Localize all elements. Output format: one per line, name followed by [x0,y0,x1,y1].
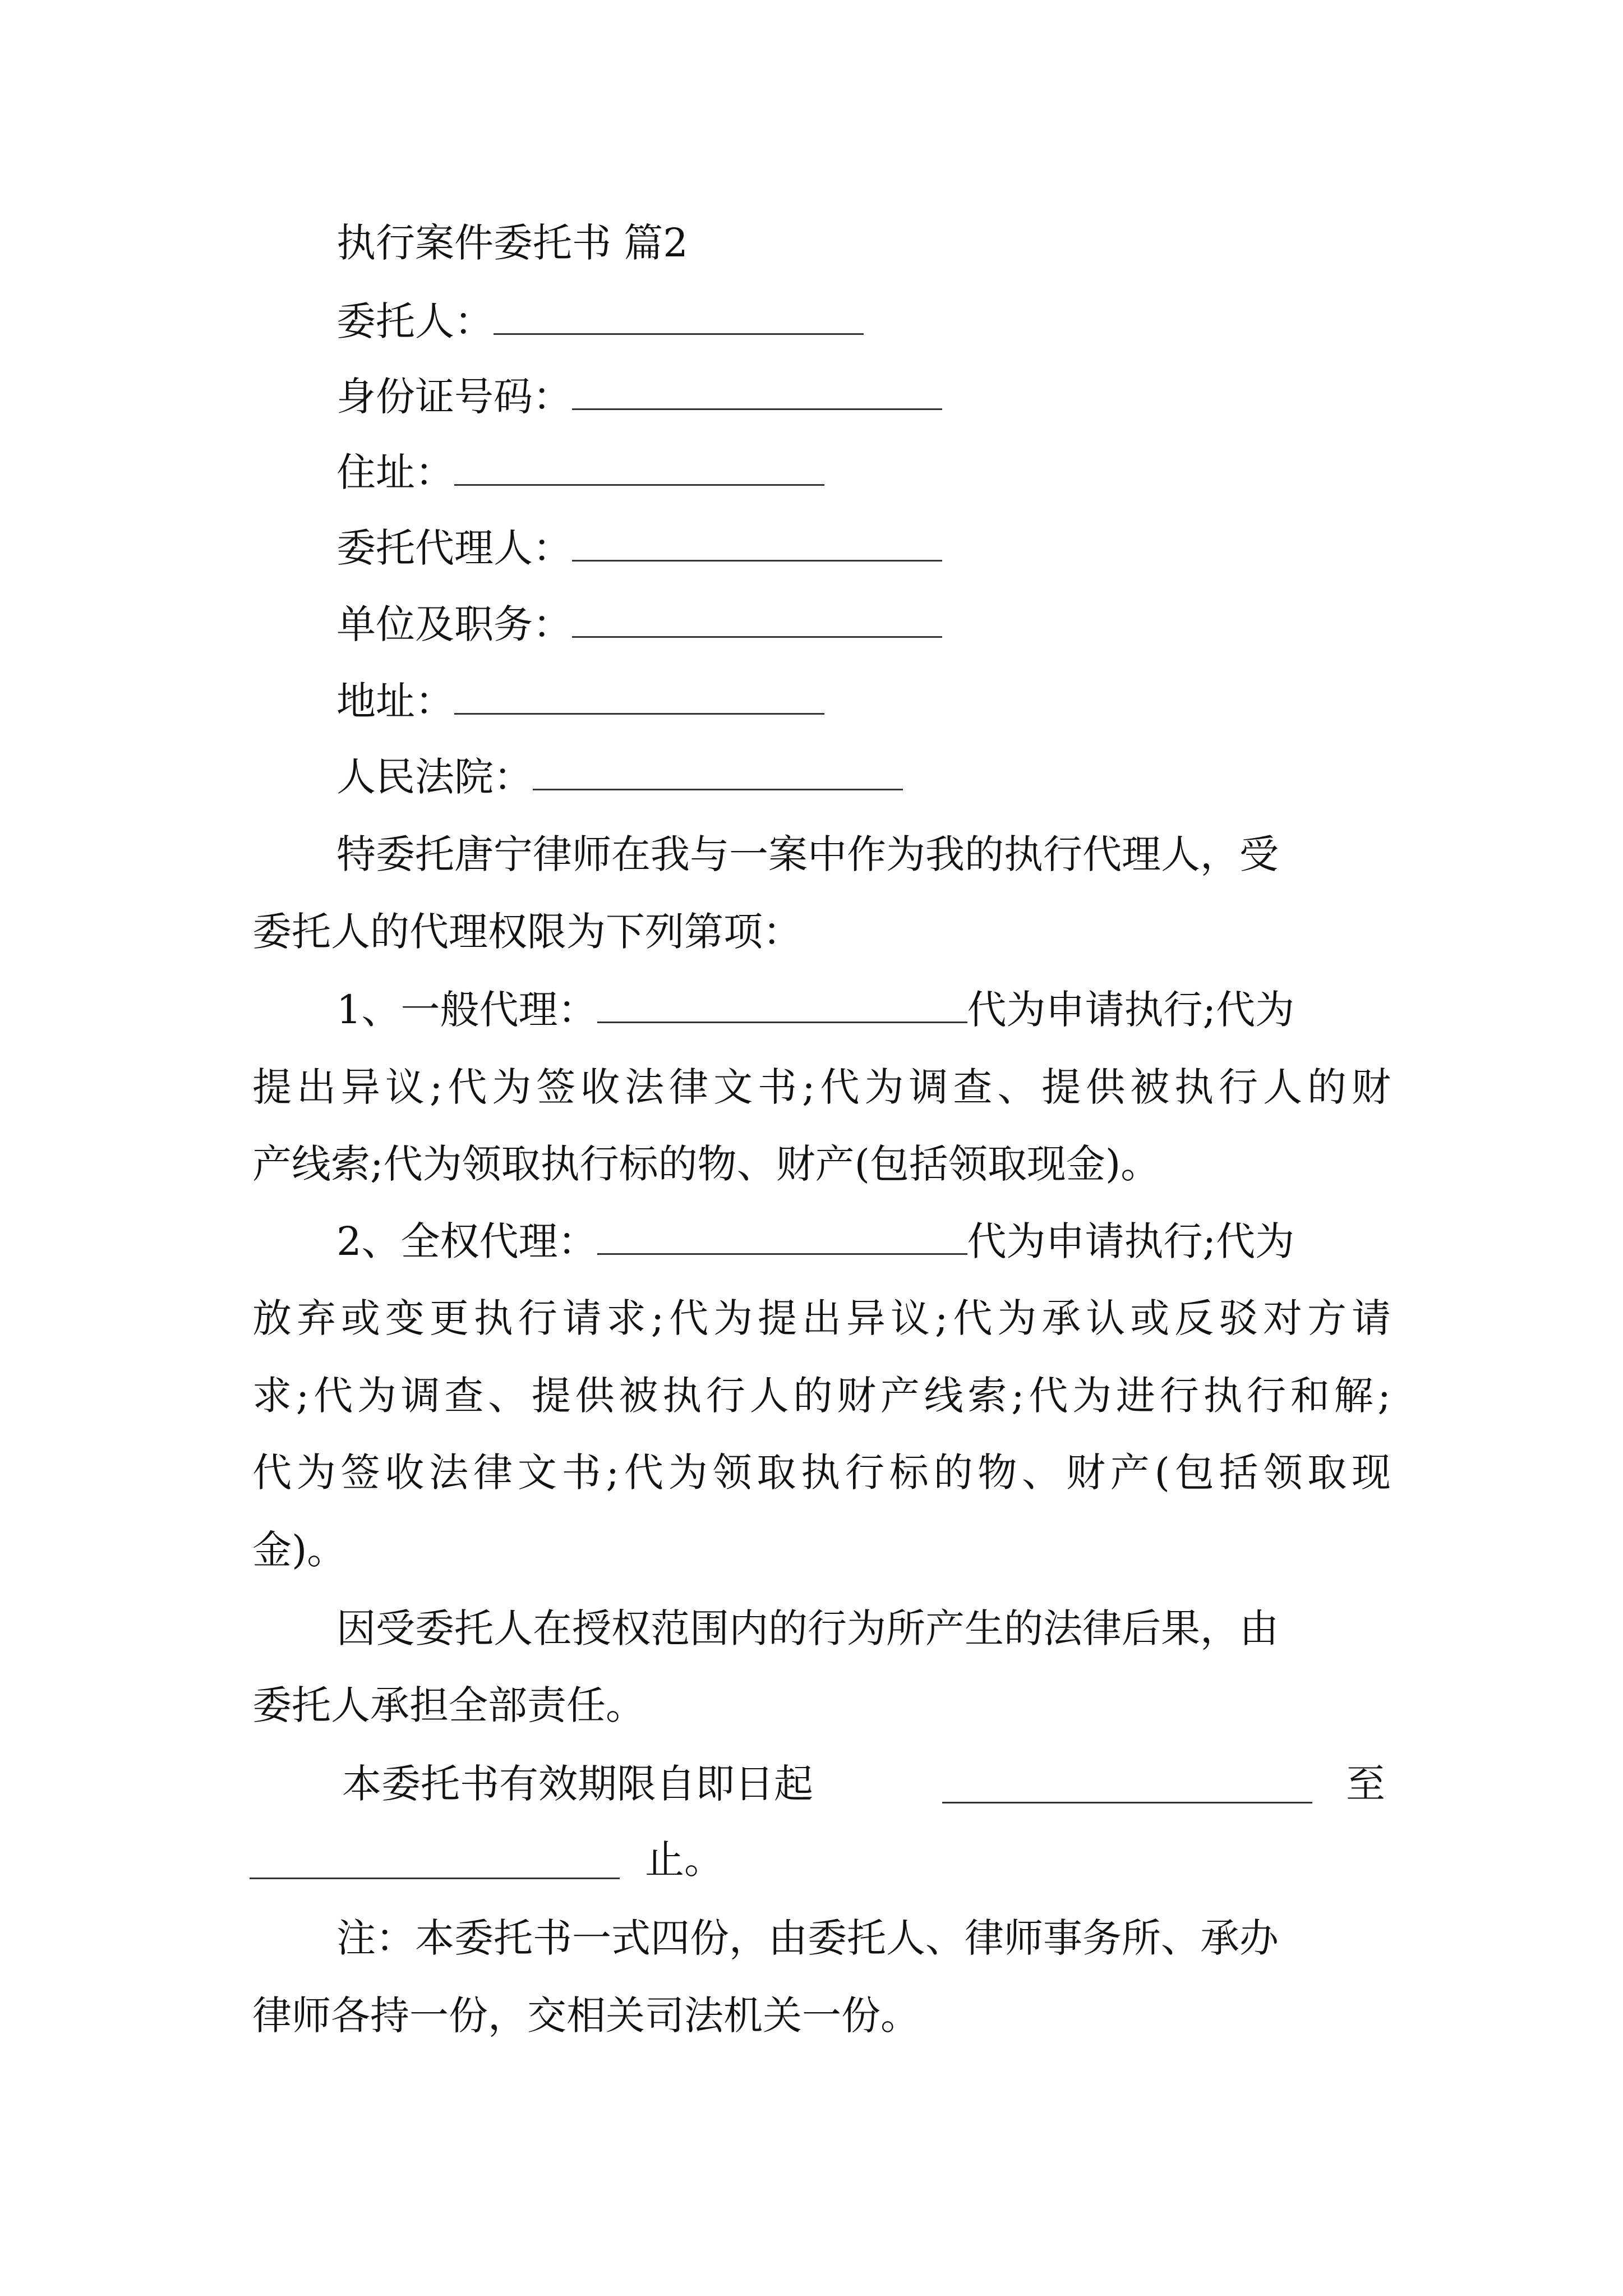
validity-prefix: 本委托书有效期限自即日起 [342,1761,813,1807]
note-line-2: 律师各持一份，交相关司法机关一份。 [252,1993,920,2039]
fill-in-blank [597,987,967,1023]
intro-line-2: 委托人的代理权限为下列第项： [252,909,802,955]
item2-first-line [336,1216,1294,1267]
item2-suffix: 代为申请执行;代为 [967,1218,1295,1264]
liability-line-2: 委托人承担全部责任。 [252,1682,645,1728]
validity-end: 止。 [645,1837,723,1883]
fill-in-blank [597,1218,967,1255]
document-title: 执行案件委托书 篇2 [336,220,688,266]
item1-line-3: 产线索;代为领取执行标的物、财产(包括领取现金)。 [252,1141,1160,1187]
item1-line-2: 提出异议;代为签收法律文书;代为调查、提供被执行人的财 [252,1064,1391,1110]
fill-in-blank [572,374,942,410]
field-unit-position [336,599,942,650]
note-line-1: 注：本委托书一式四份，由委托人、律师事务所、承办 [336,1915,1279,1961]
fill-in-blank [572,525,942,562]
validity-line-1 [342,1759,813,1809]
item1-first-line [336,984,1294,1035]
validity-to: 至 [1346,1761,1385,1807]
item2-line-3: 求;代为调查、提供被执行人的财产线索;代为进行执行和解; [252,1373,1391,1419]
field-label: 委托人： [336,298,494,344]
field-label: 人民法院： [336,754,533,800]
fill-in-blank [250,1843,620,1879]
fill-in-blank [454,678,824,715]
fill-in-blank [494,298,864,335]
item1-suffix: 代为申请执行;代为 [967,987,1295,1033]
field-agent [336,523,942,573]
intro-line-1: 特委托唐宁律师在我与一案中作为我的执行代理人，受 [336,831,1279,877]
item2-line-2: 放弃或变更执行请求;代为提出异议;代为承认或反驳对方请 [252,1295,1391,1341]
fill-in-blank [454,449,824,486]
field-agent-address [336,676,824,726]
field-label: 地址： [336,678,454,724]
field-label: 委托代理人： [336,525,572,571]
field-address [336,447,824,498]
field-principal [336,296,864,347]
field-label: 住址： [336,449,454,495]
fill-in-blank [942,1767,1312,1803]
field-court [336,752,903,802]
field-label: 单位及职务： [336,601,572,647]
item2-line-4: 代为签收法律文书;代为领取执行标的物、财产(包括领取现 [252,1450,1391,1496]
item2-prefix: 2、全权代理： [336,1218,597,1264]
fill-in-blank [572,601,942,638]
item2-line-5: 金)。 [252,1527,347,1573]
item1-prefix: 1、一般代理： [336,987,597,1033]
fill-in-blank [533,754,903,790]
liability-line-1: 因受委托人在授权范围内的行为所产生的法律后果，由 [336,1605,1279,1651]
field-label: 身份证号码： [336,374,572,420]
field-id-number [336,371,942,422]
